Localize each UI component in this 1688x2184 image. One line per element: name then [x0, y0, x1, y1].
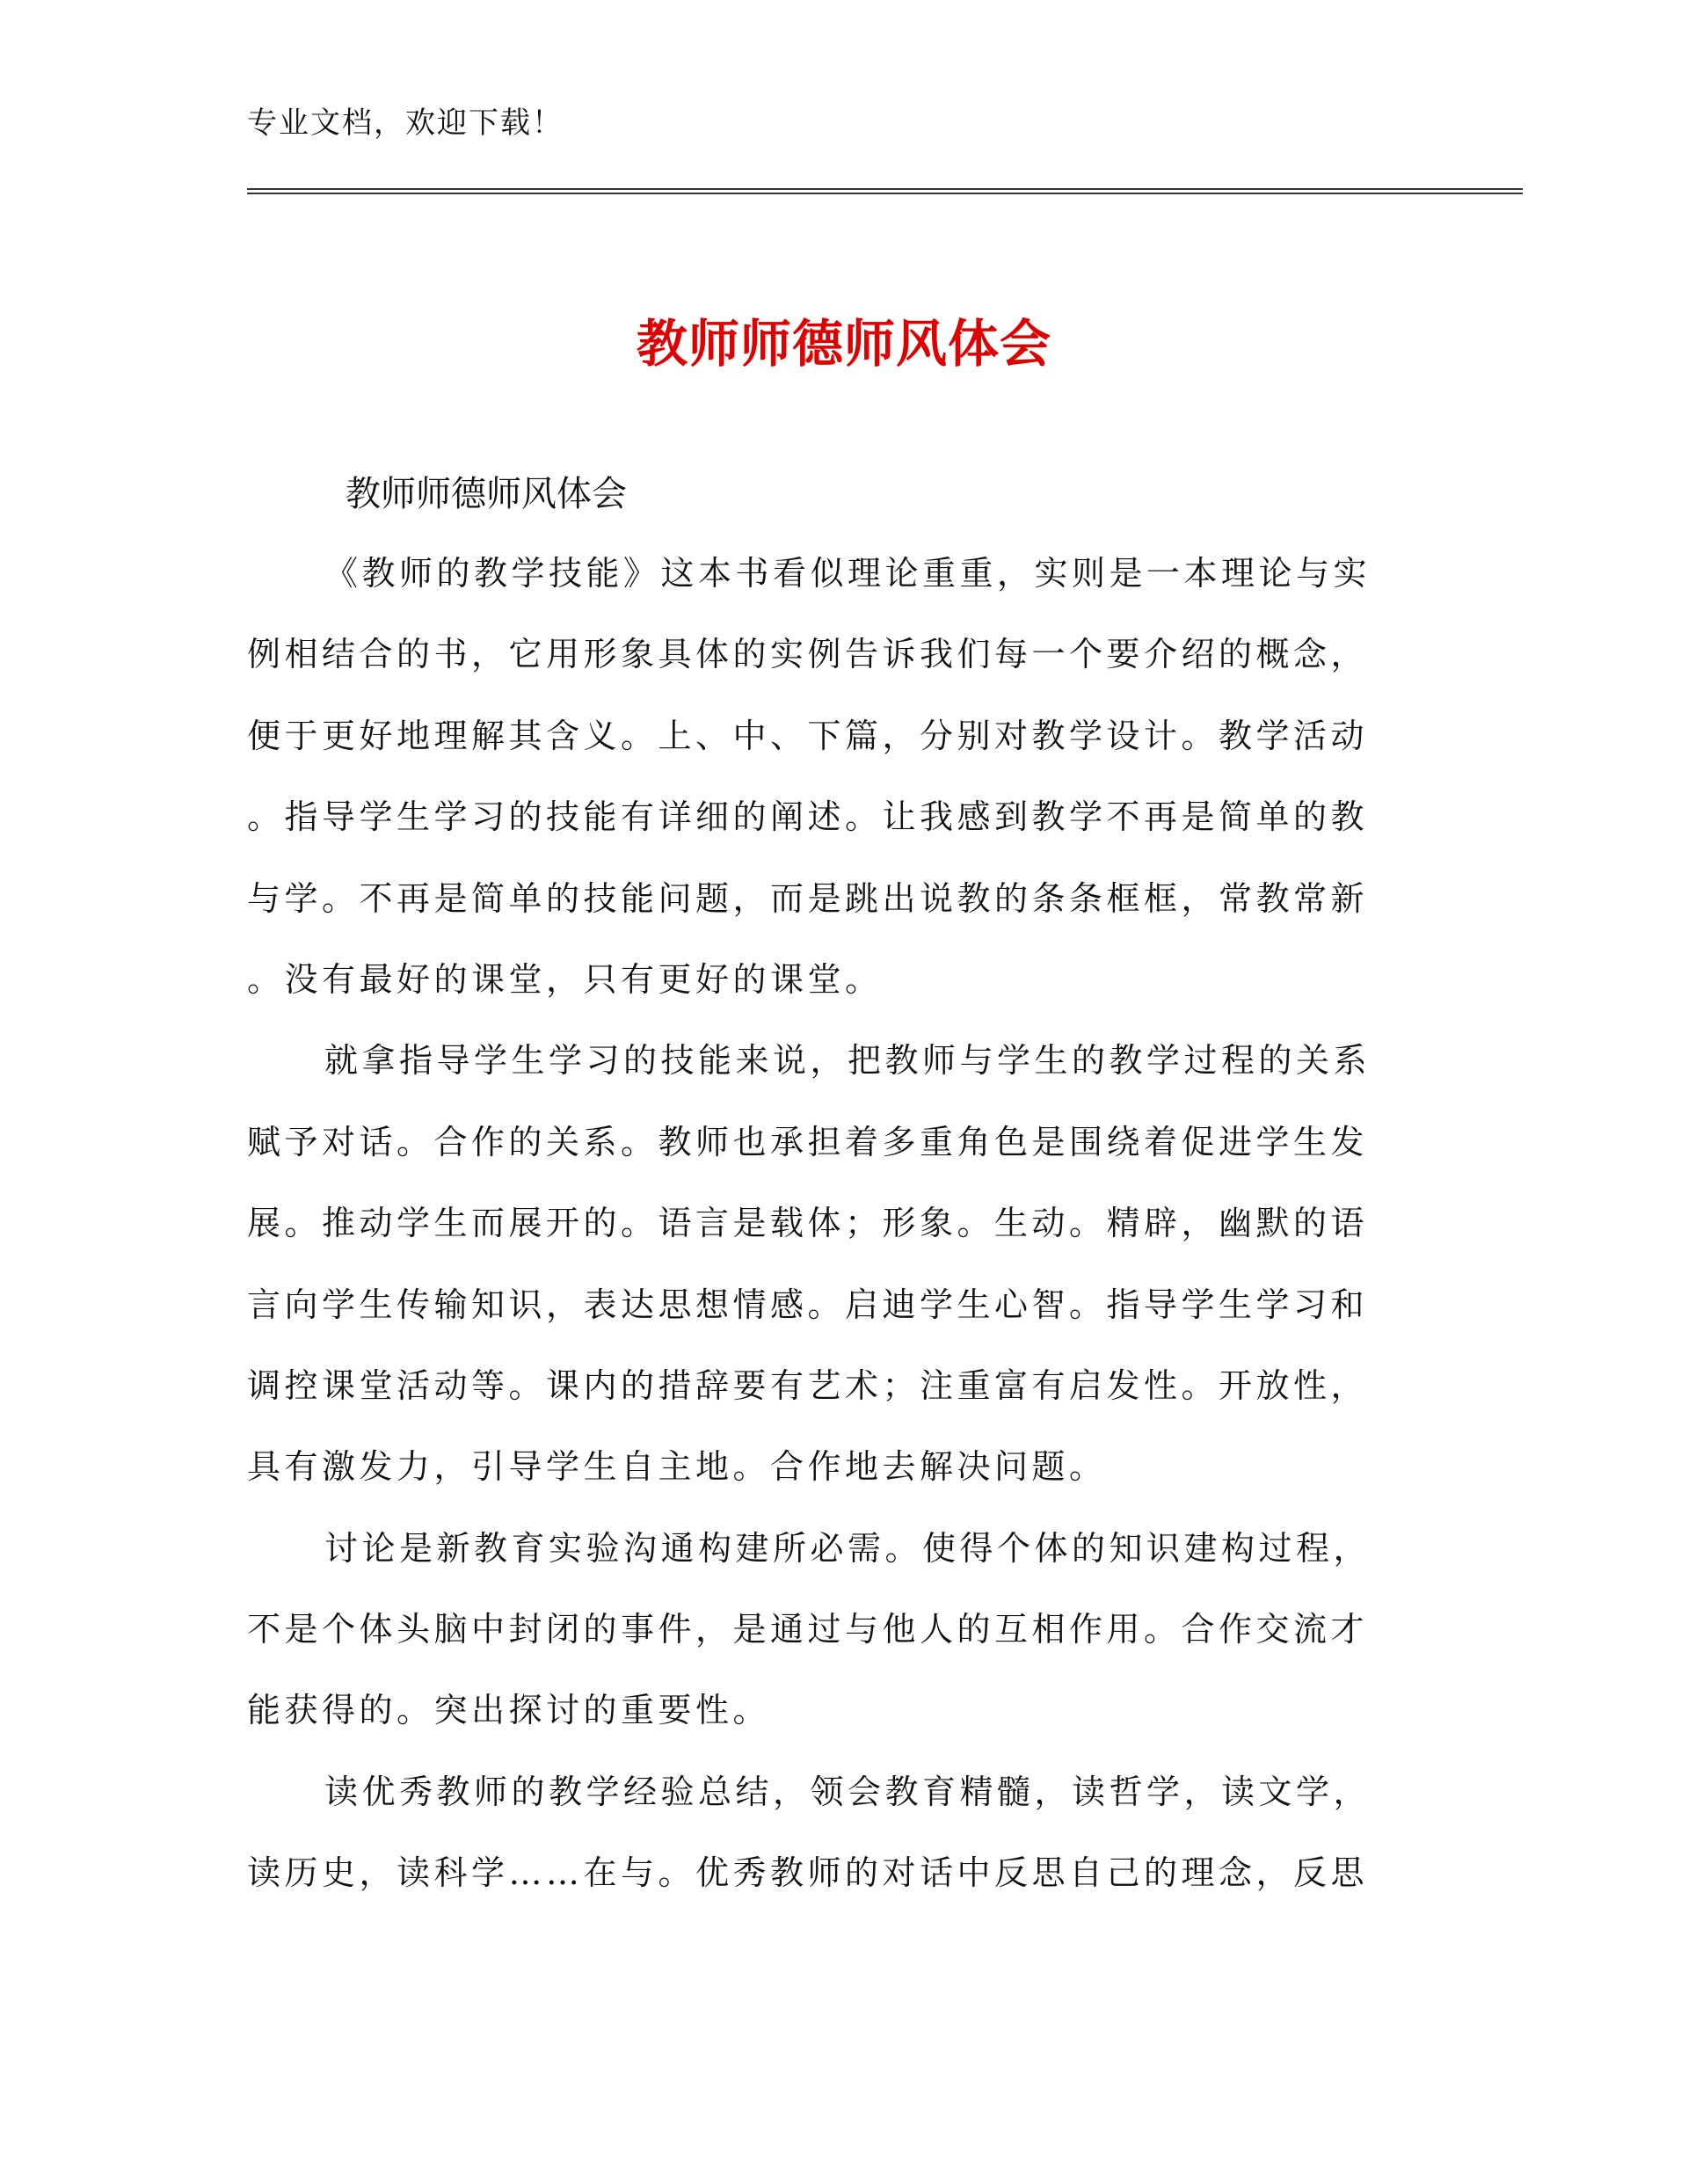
- text-line: 就拿指导学生学习的技能来说，把教师与学生的教学过程的关系: [324, 1041, 1372, 1081]
- header-double-rule: [247, 188, 1523, 194]
- paragraph-4: [247, 1751, 1416, 1914]
- text-line: 。指导学生学习的技能有详细的阐述。让我感到教学不再是简单的教: [247, 797, 1369, 837]
- text-line: 能获得的。突出探讨的重要性。: [247, 1691, 771, 1730]
- text-line: 讨论是新教育实验沟通构建所必需。使得个体的知识建构过程，: [324, 1528, 1372, 1568]
- paragraph-1: [247, 533, 1416, 1020]
- header-note: 专业文档，欢迎下载！: [247, 106, 564, 141]
- text-line: 不是个体头脑中封闭的事件，是通过与他人的互相作用。合作交流才: [247, 1610, 1369, 1649]
- text-line: 调控课堂活动等。课内的措辞要有艺术；注重富有启发性。开放性，: [247, 1365, 1369, 1405]
- text-line: 。没有最好的课堂，只有更好的课堂。: [247, 959, 883, 999]
- text-line: 展。推动学生而展开的。语言是载体；形象。生动。精辟，幽默的语: [247, 1204, 1369, 1243]
- paragraph-2: [247, 1020, 1416, 1507]
- text-line: 与学。不再是简单的技能问题，而是跳出说教的条条框框，常教常新: [247, 878, 1369, 918]
- text-line: 言向学生传输知识，表达思想情感。启迪学生心智。指导学生学习和: [247, 1285, 1369, 1324]
- text-line: 赋予对话。合作的关系。教师也承担着多重角色是围绕着促进学生发: [247, 1122, 1369, 1161]
- text-line: 读优秀教师的教学经验总结，领会教育精髓，读哲学，读文学，: [324, 1772, 1372, 1811]
- text-line: 读历史，读科学……在与。优秀教师的对话中反思自己的理念，反思: [247, 1853, 1369, 1893]
- text-line: 具有激发力，引导学生自主地。合作地去解决问题。: [247, 1447, 1107, 1487]
- paragraph-3: [247, 1508, 1416, 1751]
- document-subheading: 教师师德师风体会: [346, 474, 627, 514]
- text-line: 《教师的教学技能》这本书看似理论重重，实则是一本理论与实: [324, 554, 1372, 593]
- document-title: 教师师德师风体会: [636, 314, 1051, 374]
- text-line: 便于更好地理解其含义。上、中、下篇，分别对教学设计。教学活动: [247, 716, 1369, 755]
- text-line: 例相结合的书，它用形象具体的实例告诉我们每一个要介绍的概念，: [247, 635, 1369, 674]
- document-body: [247, 533, 1416, 1914]
